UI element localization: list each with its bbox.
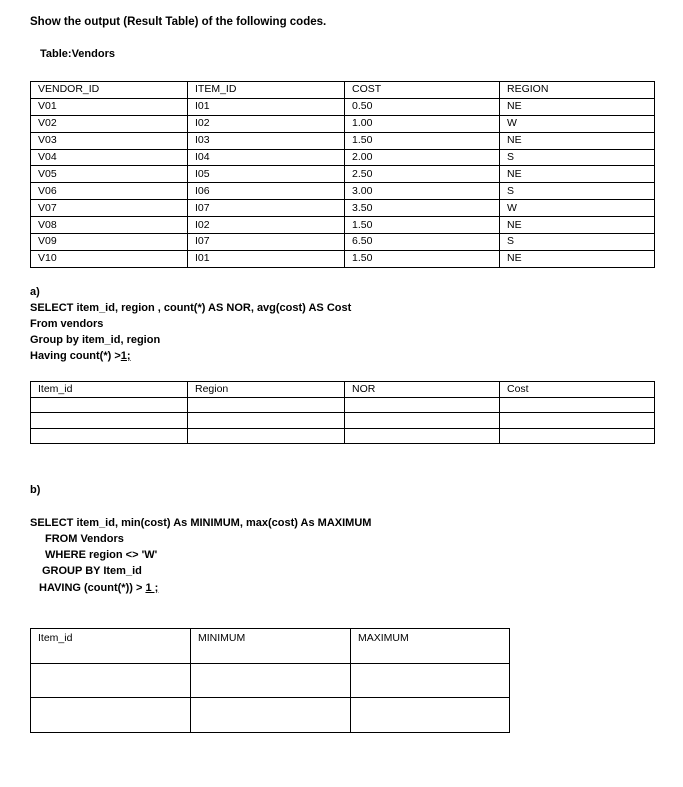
table-cell: V08 [31, 217, 188, 234]
table-cell: I03 [188, 132, 345, 149]
part-a-line-3: Group by item_id, region [30, 334, 161, 346]
table-row [31, 98, 655, 115]
empty-cell[interactable] [31, 397, 188, 413]
page-heading: Show the output (Result Table) of the following codes. [30, 16, 327, 28]
empty-cell[interactable] [188, 397, 345, 413]
result-a-header-region: Region [188, 382, 345, 398]
empty-cell[interactable] [500, 413, 655, 429]
table-cell: 1.50 [345, 250, 500, 267]
table-cell: V07 [31, 200, 188, 217]
table-cell: V09 [31, 234, 188, 251]
table-cell: 1.50 [345, 132, 500, 149]
table-cell: NE [500, 98, 655, 115]
result-a-empty-row [31, 413, 655, 429]
empty-cell[interactable] [191, 698, 351, 733]
table-row [31, 200, 655, 217]
table-cell: NE [500, 166, 655, 183]
table-row [31, 166, 655, 183]
empty-cell[interactable] [31, 413, 188, 429]
part-a-line-2: From vendors [30, 318, 104, 330]
part-b-line-1: SELECT item_id, min(cost) As MINIMUM, max(cost) As MAXIMUM [30, 517, 372, 529]
result-b-header-item-id: Item_id [31, 629, 191, 664]
vendors-header-cell: ITEM_ID [188, 82, 345, 99]
vendors-table-body [31, 82, 655, 268]
table-row [31, 250, 655, 267]
table-cell: I02 [188, 115, 345, 132]
empty-cell[interactable] [500, 397, 655, 413]
empty-cell[interactable] [31, 428, 188, 444]
table-cell: S [500, 234, 655, 251]
result-table-b [30, 628, 510, 733]
empty-cell[interactable] [188, 413, 345, 429]
result-table-a [30, 381, 655, 444]
result-a-empty-row [31, 428, 655, 444]
empty-cell[interactable] [191, 663, 351, 698]
part-b-having-value: 1 ; [145, 582, 159, 594]
result-a-header-item-id: Item_id [31, 382, 188, 398]
vendors-table [30, 81, 655, 268]
table-cell: I07 [188, 200, 345, 217]
empty-cell[interactable] [188, 428, 345, 444]
result-b-empty-row [31, 663, 510, 698]
part-a-having [30, 350, 131, 362]
table-cell: I06 [188, 183, 345, 200]
table-cell: 2.50 [345, 166, 500, 183]
table-row [31, 149, 655, 166]
table-cell: NE [500, 250, 655, 267]
table-cell: I07 [188, 234, 345, 251]
empty-cell[interactable] [351, 698, 510, 733]
table-cell: I02 [188, 217, 345, 234]
vendors-header-cell: VENDOR_ID [31, 82, 188, 99]
table-cell: I01 [188, 250, 345, 267]
table-row [31, 234, 655, 251]
part-b-having-prefix: HAVING (count(*)) > [39, 582, 146, 594]
part-a-having-value: 1; [120, 350, 131, 362]
empty-cell[interactable] [345, 428, 500, 444]
result-b-header-row [31, 629, 510, 664]
table-cell: V02 [31, 115, 188, 132]
table-cell: I01 [188, 98, 345, 115]
table-cell: 0.50 [345, 98, 500, 115]
part-b-line-2: FROM Vendors [45, 533, 124, 545]
table-cell: W [500, 115, 655, 132]
table-cell: V04 [31, 149, 188, 166]
table-cell: 1.50 [345, 217, 500, 234]
result-b-empty-row [31, 698, 510, 733]
table-cell: NE [500, 132, 655, 149]
empty-cell[interactable] [345, 413, 500, 429]
result-a-empty-row [31, 397, 655, 413]
table-cell: V01 [31, 98, 188, 115]
part-b-having [39, 582, 158, 594]
table-cell: 6.50 [345, 234, 500, 251]
part-a-line-1: SELECT item_id, region , count(*) AS NOR, avg(cost) AS Cost [30, 302, 352, 314]
table-cell: V06 [31, 183, 188, 200]
empty-cell[interactable] [31, 663, 191, 698]
table-cell: NE [500, 217, 655, 234]
table-row [31, 183, 655, 200]
table-cell: V05 [31, 166, 188, 183]
part-b-line-4: GROUP BY Item_id [42, 565, 142, 577]
result-b-header-maximum: MAXIMUM [351, 629, 510, 664]
table-cell: 3.50 [345, 200, 500, 217]
vendors-header-cell: REGION [500, 82, 655, 99]
empty-cell[interactable] [500, 428, 655, 444]
table-cell: S [500, 149, 655, 166]
vendors-header-cell: COST [345, 82, 500, 99]
part-b-line-3: WHERE region <> 'W' [45, 549, 158, 561]
table-cell: 3.00 [345, 183, 500, 200]
table-cell: 2.00 [345, 149, 500, 166]
table-cell: I04 [188, 149, 345, 166]
table-row [31, 217, 655, 234]
table-cell: I05 [188, 166, 345, 183]
vendors-header-row [31, 82, 655, 99]
table-cell: 1.00 [345, 115, 500, 132]
result-a-header-nor: NOR [345, 382, 500, 398]
table-cell: W [500, 200, 655, 217]
table-row [31, 132, 655, 149]
result-b-header-minimum: MINIMUM [191, 629, 351, 664]
table-cell: S [500, 183, 655, 200]
empty-cell[interactable] [31, 698, 191, 733]
table-caption: Table:Vendors [40, 48, 115, 60]
part-a-label: a) [30, 286, 40, 298]
table-cell: V10 [31, 250, 188, 267]
empty-cell[interactable] [351, 663, 510, 698]
table-row [31, 115, 655, 132]
part-b-label: b) [30, 484, 41, 496]
part-a-having-prefix: Having count(*) > [30, 350, 121, 362]
table-cell: V03 [31, 132, 188, 149]
result-a-header-row [31, 382, 655, 398]
empty-cell[interactable] [345, 397, 500, 413]
result-a-header-cost: Cost [500, 382, 655, 398]
